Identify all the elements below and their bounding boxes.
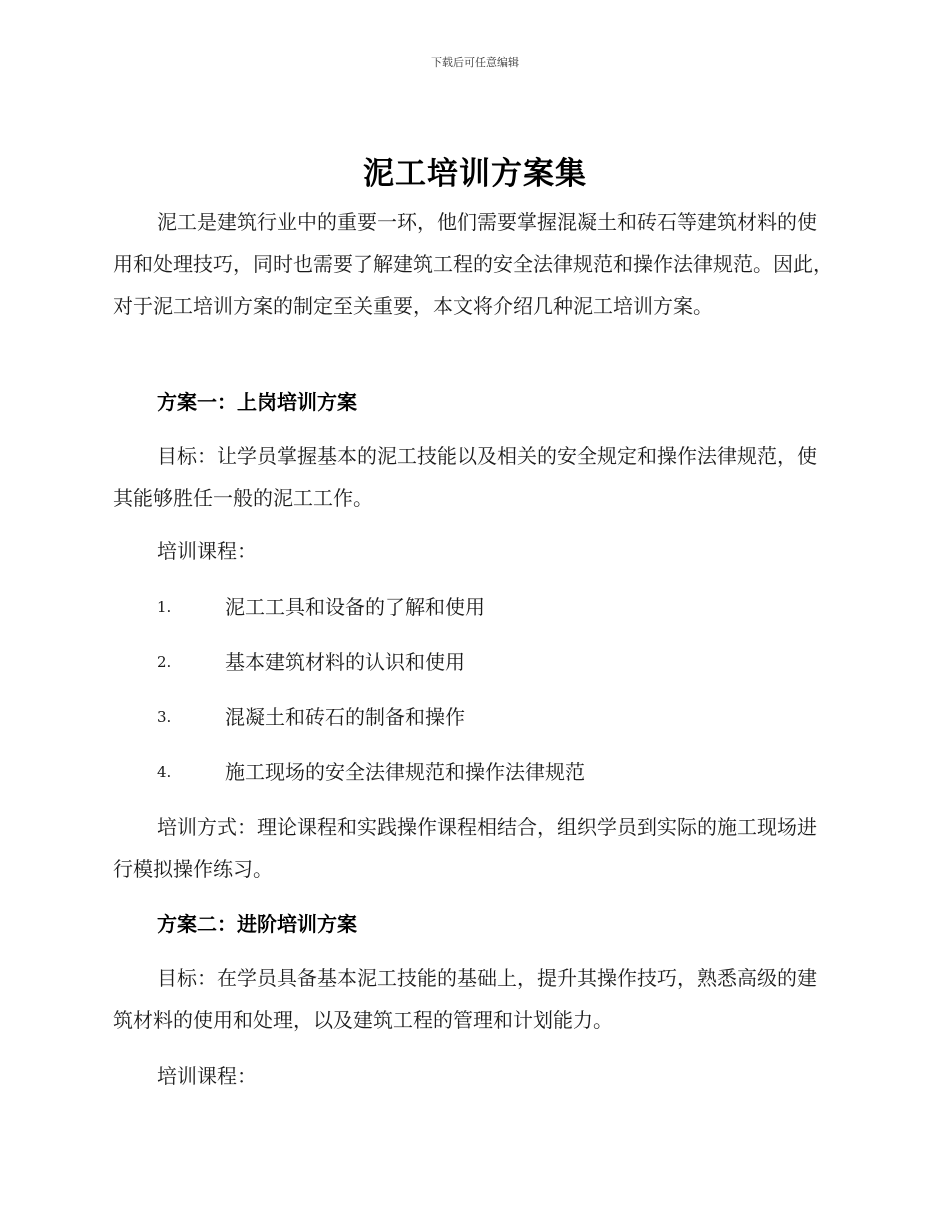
list-item-text: 泥工工具和设备的了解和使用: [225, 595, 485, 619]
list-item-number: 2.: [157, 653, 172, 671]
list-item: [157, 751, 585, 793]
plan2-heading: 方案二：进阶培训方案: [157, 912, 357, 936]
plan1-heading: 方案一：上岗培训方案: [157, 390, 357, 414]
list-item-text: 基本建筑材料的认识和使用: [225, 650, 465, 674]
plan1-method-paragraph: 培训方式：理论课程和实践操作课程相结合，组织学员到实际的施工现场进行模拟操作练习。: [113, 815, 817, 881]
list-item-number: 1.: [157, 598, 172, 616]
plan2-courses-label: 培训课程：: [157, 1064, 257, 1088]
list-item-text: 混凝土和砖石的制备和操作: [225, 705, 465, 729]
document-title: 泥工培训方案集: [363, 156, 587, 192]
list-item-text: 施工现场的安全法律规范和操作法律规范: [225, 760, 585, 784]
list-item: [157, 586, 485, 628]
list-item: [157, 696, 465, 738]
list-item: [157, 641, 465, 683]
plan1-goal-paragraph: 目标：让学员掌握基本的泥工技能以及相关的安全规定和操作法律规范，使其能够胜任一般的泥工工作。: [113, 444, 817, 510]
page-header-note: 下载后可任意编辑: [431, 56, 519, 69]
intro-paragraph: 泥工是建筑行业中的重要一环，他们需要掌握混凝土和砖石等建筑材料的使用和处理技巧，同时也需要了解建筑工程的安全法律规范和操作法律规范。因此，对于泥工培训方案的制定至关重要，本文将介绍几种泥工培训方案。: [113, 210, 833, 318]
list-item-number: 3.: [157, 708, 172, 726]
list-item-number: 4.: [157, 763, 172, 781]
plan1-courses-label: 培训课程：: [157, 539, 257, 563]
plan2-goal-paragraph: 目标：在学员具备基本泥工技能的基础上，提升其操作技巧，熟悉高级的建筑材料的使用和处理，以及建筑工程的管理和计划能力。: [113, 966, 817, 1032]
